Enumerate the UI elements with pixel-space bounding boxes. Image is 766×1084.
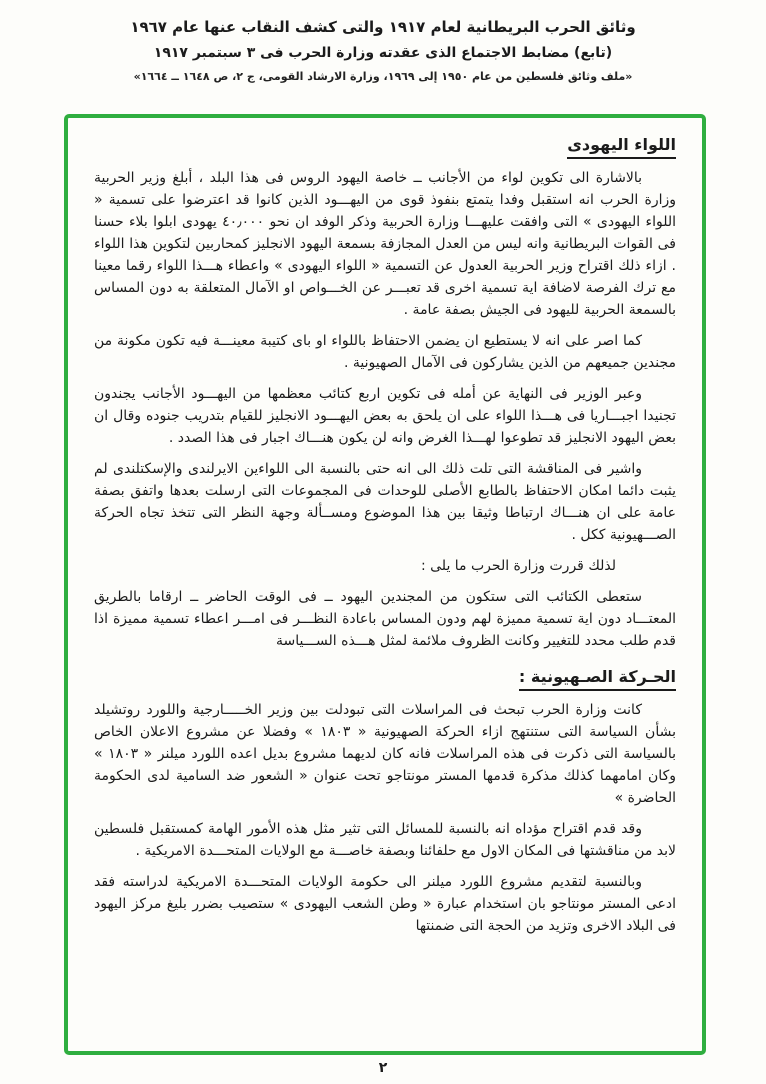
section-heading-zionist-movement-text: الحـركة الصـهيونية : [519,666,676,691]
paragraph-3: وعبر الوزير فى النهاية عن أمله فى تكوين اربع كتائب معظمها من اليهـــود الأجانب يجندون تجنيدا اجبـــاريا فى هـــذا اللواء على ان يلحق به بعض اليهـــود الانجليز للقيام بتدريب جنوده وقال ان بعض اليهود الانجليز قد تطوعوا لهـــذا الغرض وانه لن يكون هنـــاك اجبار فى هذا الصدد . [94,386,676,446]
paragraph-8: وبالنسبة لتقديم مشروع اللورد ميلنر الى حكومة الولايات المتحـــدة الامريكية لدراسته فقد ادعى المستر مونتاجو بان استخدام عبارة « وطن الشعب اليهودى » ستصيب بضرر بليغ مركز اليهود فى البلاد الاخرى وتزيد من الحجة التى ضمنتها [94,874,676,934]
paragraph-7: وقد قدم اقتراح مؤداه انه بالنسبة للمسائل التى تثير مثل هذه الأمور الهامة كمستقبل فلسطين لابد من مناقشتها فى المكان الاول مع حلفائنا وبصفة خاصـــة مع الولايات المتحـــدة الامريكية . [94,821,676,859]
paragraph-4: واشير فى المناقشة التى تلت ذلك الى انه حتى بالنسبة الى اللواءين الايرلندى والإسكتلندى لم يثبت دائما امكان الاحتفاظ بالطابع الأصلى للوحدات فى المجموعات التى ارسلت بعدها واتفق بصفة عامة على ان هنـــاك ارتباطا وثيقا بين هذا الموضوع ومســألة وجهة النظر التى تتخذ تجاه الحركة الصـــهيونية ككل . [94,461,676,543]
green-border-frame [64,114,706,1055]
header-title-line: وثائق الحرب البريطانية لعام ١٩١٧ والتى كشف النقاب عنها عام ١٩٦٧ [130,18,636,36]
section-heading-jewish-brigade [94,134,676,159]
document-header [0,0,766,85]
paragraph-6: كانت وزارة الحرب تبحث فى المراسلات التى تبودلت بين وزير الخـــــارجية واللورد روتشيلد بشأن السياسة التى ستنتهج ازاء الحركة الصهيونية « ١٨٠٣ » وفضلا عن مشروع الاعلان الخاص بالسياسة التى ذكرت فى هذه المراسلات فانه كان لديهما مشروع بديل اعده اللورد ميلنر « ١٨٠٣ » وكان امامهما كذلك مذكرة قدمها المستر مونتاجو تحت عنوان « الشعور ضد السامية لدى الحكومة الحاضرة » [94,702,677,806]
header-subtitle-line: (تابع) مضابط الاجتماع الذى عقدته وزارة الحرب فى ٣ سبتمبر ١٩١٧ [153,44,613,61]
paragraph-2: كما اصر على انه لا يستطيع ان يضمن الاحتفاظ باللواء او باى كتيبة معينـــة فيه تكون مكونة من مجندين جميعهم من الذين يشاركون فى الآمال الصهيونية . [94,333,676,371]
document-body [94,134,676,937]
paragraph-1: بالاشارة الى تكوين لواء من الأجانب ــ خاصة اليهود الروس فى هذا البلد ، أبلغ وزير الحربية وزارة الحرب انه استقبل وفدا يتمتع بنفوذ قوى من اليهـــود الذين كانوا قد اعترضوا على تسمية « اللواء اليهودى » التى وافقت عليهـــا وزارة الحربية وذكر الوفد ان نحو ٤٠٫٠٠٠ يهودى ابلوا بلاء حسنا فى القوات البريطانية وانه ليس من العدل المجازفة بسمعة اليهود الانجليز كمحاربين لتكوين هذا اللواء . ازاء ذلك اقتراح وزير الحربية العدول عن التسمية « اللواء اليهودى » واعطاء هـــذا اللواء رقما معينا مع ترك الفرصة لاضافة اية تسمية اخرى قد تعبـــر عن الخـــواص او الآمال المتعلقة به دون المساس بالسمعة الحربية لليهود فى الجيش بصفة عامة . [94,170,676,318]
header-source-line: «ملف وثائق فلسطين من عام ١٩٥٠ إلى ١٩٦٩، وزارة الارشاد القومى، ج ٢، ص ١٦٤٨ ــ ١٦٦٤» [133,69,633,83]
section-heading-zionist-movement [94,666,676,691]
paragraph-5: ستعطى الكتائب التى ستكون من المجندين اليهود ــ فى الوقت الحاضر ــ ارقاما بالطريق المعتـــاد دون اية تسمية مميزة لهم ودون المساس باعادة النظـــر فى امـــر اعطاء تسمية مميزة اذا قدم طلب محدد للتغيير وكانت الظروف ملائمة لمثل هـــذه الســـياسة [94,589,676,649]
decision-line: لذلك قررت وزارة الحرب ما يلى : [420,558,616,574]
section-heading-jewish-brigade-text: اللواء اليهودى [567,134,676,159]
page-number: ٢ [378,1060,388,1076]
